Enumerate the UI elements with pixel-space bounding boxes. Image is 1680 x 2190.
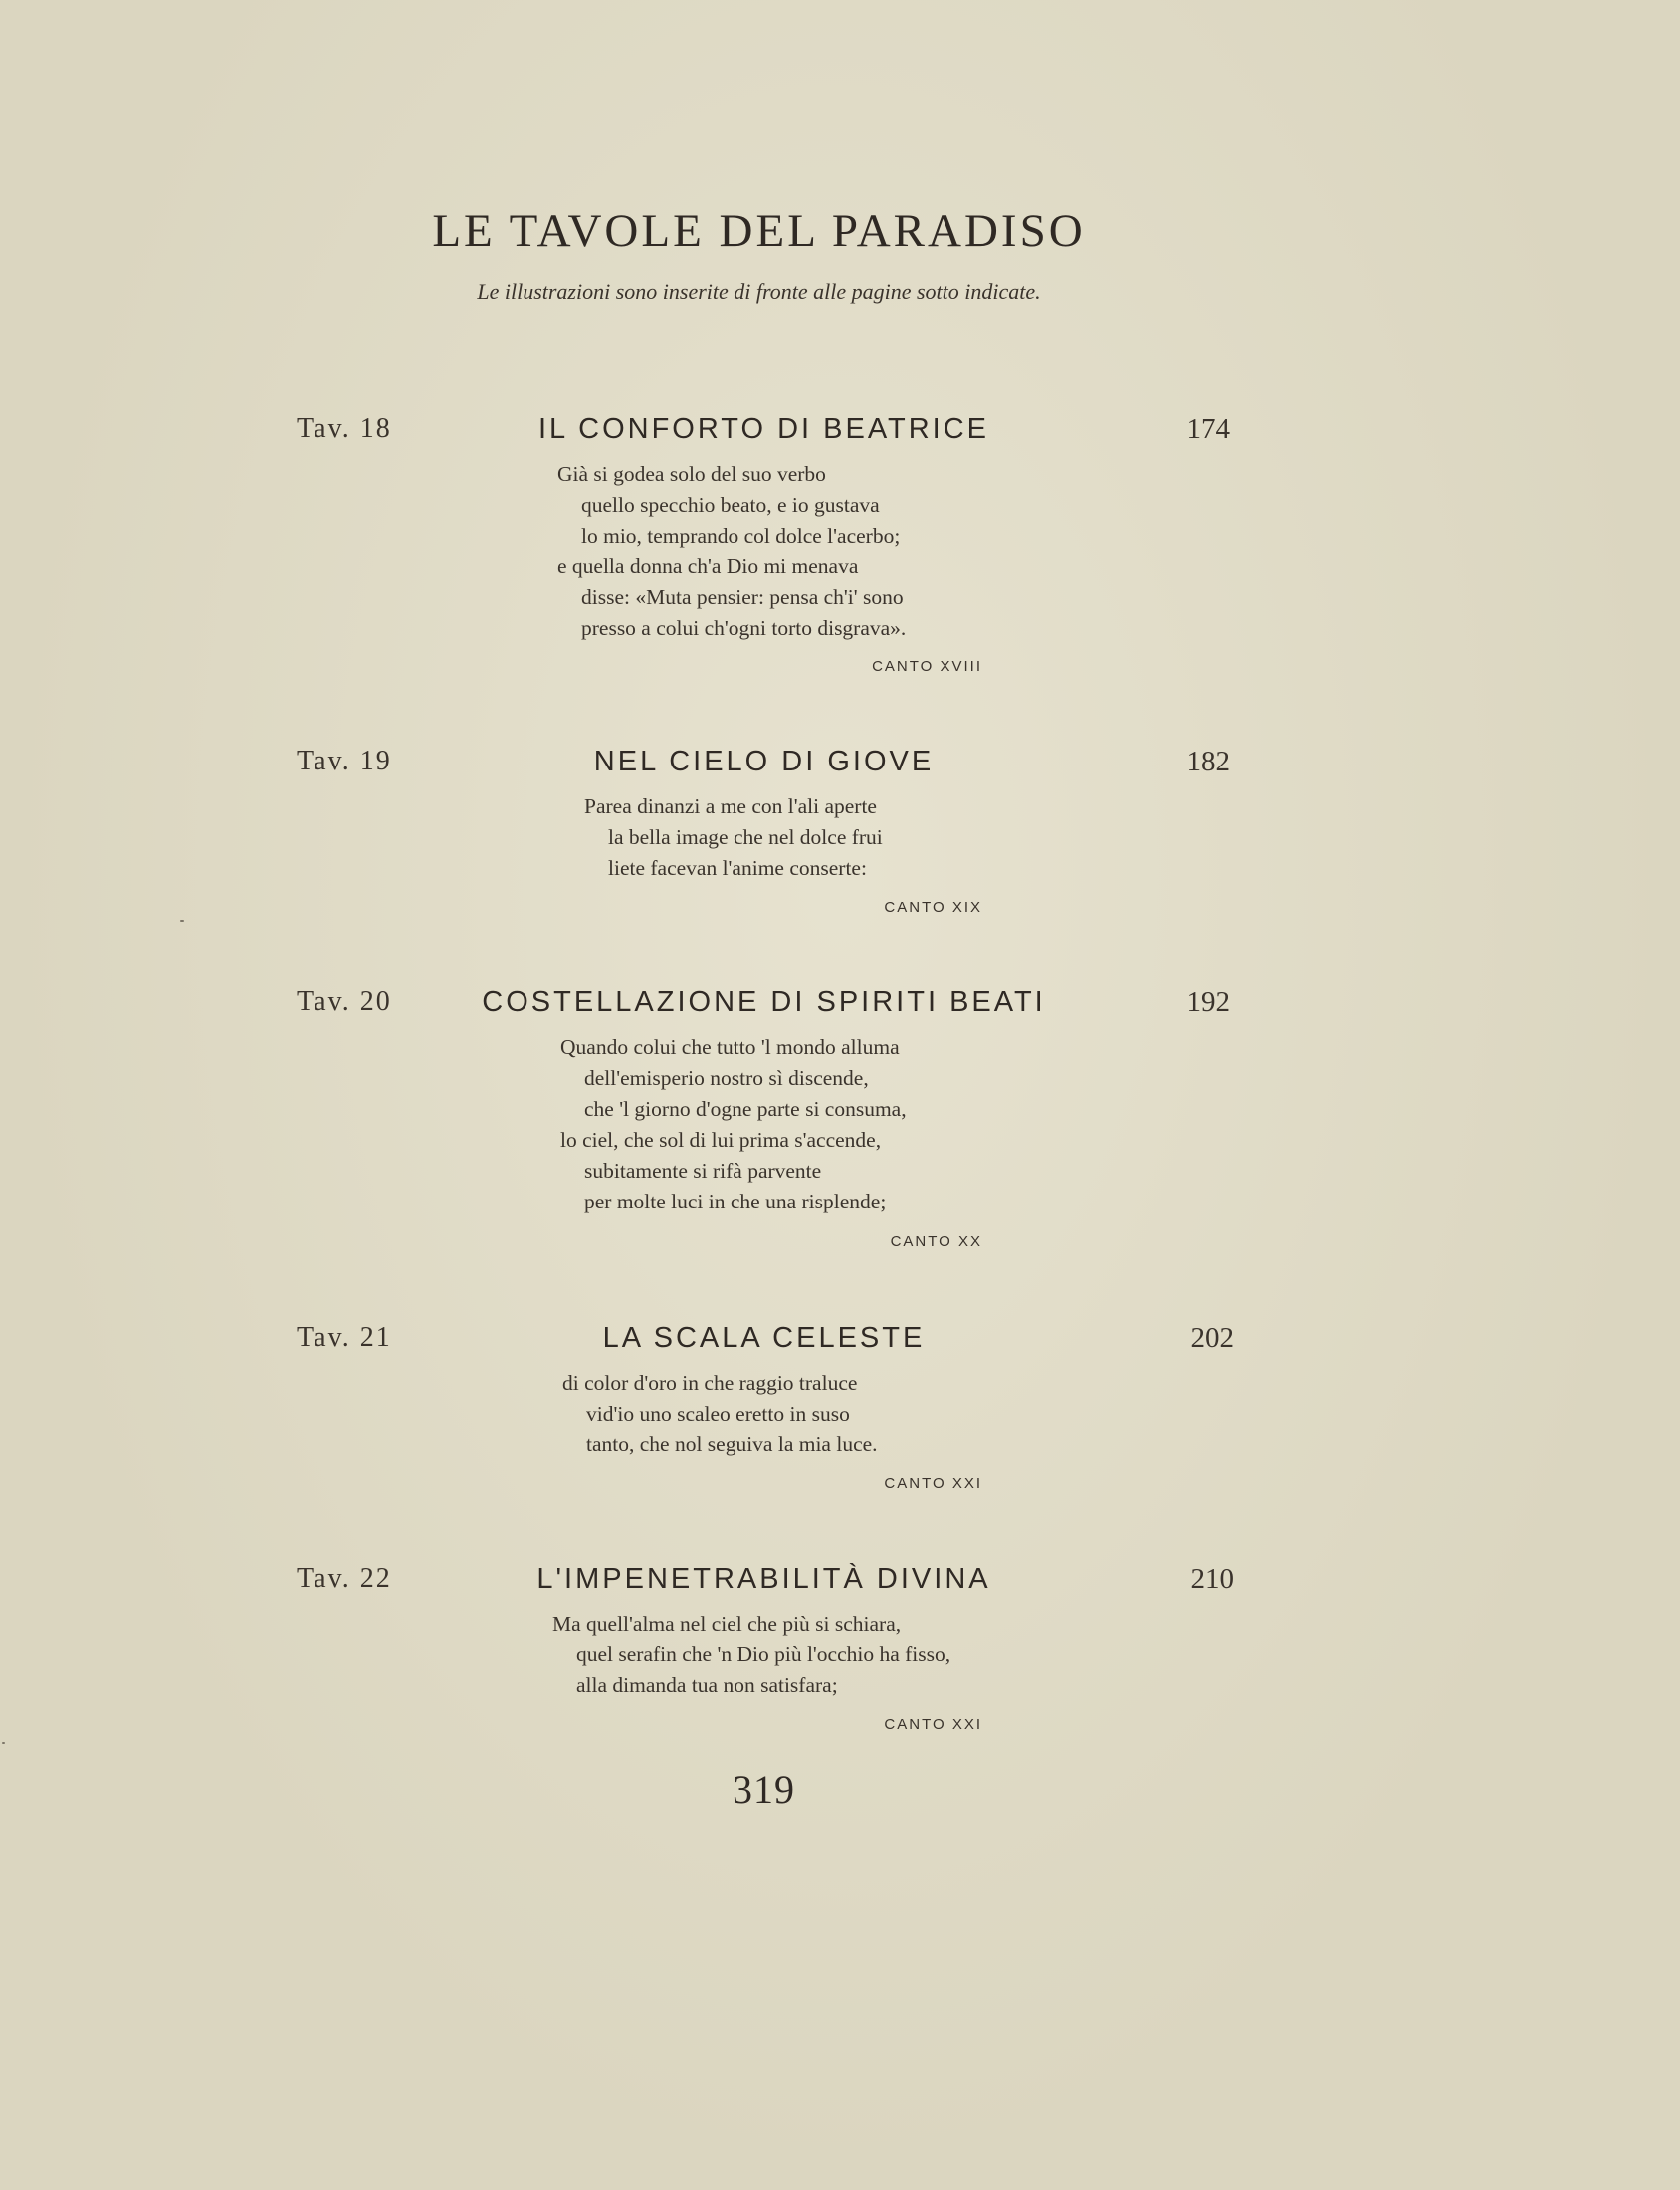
plate-number: Tav. 22 xyxy=(297,1563,392,1594)
canto-reference: CANTO XXI xyxy=(884,1475,982,1492)
verse-block xyxy=(560,1032,907,1217)
verse-line: dell'emisperio nostro sì discende, xyxy=(584,1066,869,1090)
verse-line: quel serafin che 'n Dio più l'occhio ha fisso, xyxy=(576,1642,951,1666)
plate-number: Tav. 19 xyxy=(297,746,392,776)
verse-line: tanto, che nol seguiva la mia luce. xyxy=(586,1432,878,1456)
plate-number: Tav. 18 xyxy=(297,413,392,444)
verse-line: presso a colui ch'ogni torto disgrava». xyxy=(581,616,907,640)
verse-line: e quella donna ch'a Dio mi menava xyxy=(557,554,859,578)
paper-speck xyxy=(2,1742,5,1744)
plate-page-number: 182 xyxy=(1186,746,1230,777)
canto-reference: CANTO XVIII xyxy=(872,658,982,675)
verse-block xyxy=(552,1609,950,1701)
verse-line: Già si godea solo del suo verbo xyxy=(557,462,826,486)
verse-line: Parea dinanzi a me con l'ali aperte xyxy=(584,794,877,818)
plate-title: L'IMPENETRABILITÀ DIVINA xyxy=(536,1563,991,1595)
verse-line: lo ciel, che sol di lui prima s'accende, xyxy=(560,1128,882,1152)
plate-page-number: 210 xyxy=(1190,1563,1234,1595)
verse-line: Quando colui che tutto 'l mondo alluma xyxy=(560,1035,900,1059)
page-subtitle: Le illustrazioni sono inserite di fronte alle pagine sotto indicate. xyxy=(477,279,1041,304)
plate-title: COSTELLAZIONE DI SPIRITI BEATI xyxy=(482,986,1046,1018)
plate-page-number: 174 xyxy=(1186,413,1230,445)
page-title: LE TAVOLE DEL PARADISO xyxy=(432,205,1086,257)
verse-block xyxy=(557,459,906,644)
verse-block xyxy=(562,1368,878,1460)
plate-number: Tav. 20 xyxy=(297,986,392,1017)
plate-page-number: 202 xyxy=(1190,1322,1234,1354)
canto-reference: CANTO XXI xyxy=(884,1716,982,1733)
canto-reference: CANTO XX xyxy=(890,1233,982,1250)
plate-page-number: 192 xyxy=(1186,986,1230,1018)
verse-line: Ma quell'alma nel ciel che più si schiara, xyxy=(552,1612,902,1636)
verse-line: vid'io uno scaleo eretto in suso xyxy=(586,1402,850,1425)
verse-line: che 'l giorno d'ogne parte si consuma, xyxy=(584,1097,907,1121)
folio-page-number: 319 xyxy=(733,1767,795,1812)
verse-line: alla dimanda tua non satisfara; xyxy=(576,1673,838,1697)
verse-line: lo mio, temprando col dolce l'acerbo; xyxy=(581,524,901,548)
verse-line: di color d'oro in che raggio traluce xyxy=(562,1371,858,1395)
verse-block xyxy=(584,791,883,884)
plate-number: Tav. 21 xyxy=(297,1322,392,1353)
verse-line: per molte luci in che una risplende; xyxy=(584,1190,887,1213)
verse-line: la bella image che nel dolce frui xyxy=(608,825,883,849)
verse-line: subitamente si rifà parvente xyxy=(584,1159,822,1183)
plate-title: LA SCALA CELESTE xyxy=(602,1322,926,1354)
paper-speck xyxy=(180,920,184,922)
plate-title: IL CONFORTO DI BEATRICE xyxy=(537,413,990,445)
verse-line: disse: «Muta pensier: pensa ch'i' sono xyxy=(581,585,904,609)
verse-line: liete facevan l'anime conserte: xyxy=(608,856,867,880)
canto-reference: CANTO XIX xyxy=(884,899,982,916)
verse-line: quello specchio beato, e io gustava xyxy=(581,493,880,517)
plate-title: NEL CIELO DI GIOVE xyxy=(593,746,935,777)
